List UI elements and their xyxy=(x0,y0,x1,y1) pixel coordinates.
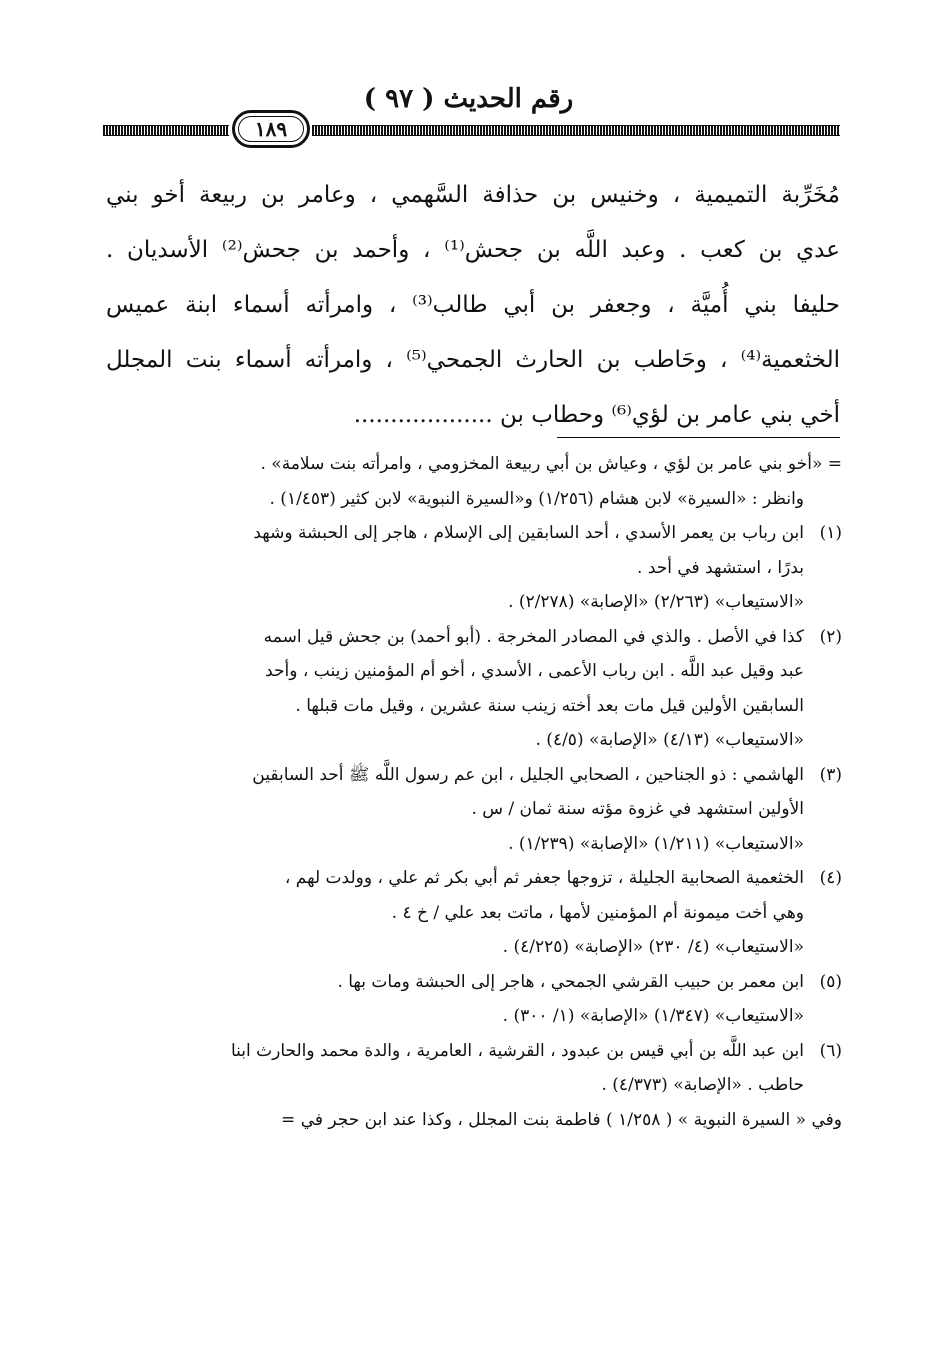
footnote-text: ابن رباب بن يعمر الأسدي ، أحد السابقين إلى الإسلام ، هاجر إلى الحبشة وشهد xyxy=(253,523,804,543)
footnote-text: حاطب . «الإصابة» (٤/٣٧٣) . xyxy=(601,1075,804,1095)
footnote-continuation-line: = «أخو بني عامر بن لؤي ، وعياش بن أبي ربيعة المخزومي ، وامرأته بنت سلامة» . xyxy=(260,454,842,474)
footnote-reference: «الاستيعاب» (٤/ ٢٣٠) «الإصابة» (٤/٢٢٥) . xyxy=(502,937,804,957)
main-text xyxy=(106,168,840,443)
footnote-text: ابن معمر بن حبيب القرشي الجمحي ، هاجر إلى الحبشة ومات بها . xyxy=(337,971,804,992)
footnote-number: (٣) xyxy=(819,764,842,785)
footnote-closing-line: وفي « السيرة النبوية » ( ١/٢٥٨ ) فاطمة بنت المجلل ، وكذا عند ابن حجر في = xyxy=(281,1109,842,1130)
footnote-text: كذا في الأصل . والذي في المصادر المخرجة . (أبو أحمد) بن جحش قيل اسمه xyxy=(263,626,804,647)
footnote-reference: «الاستيعاب» (٤/١٣) «الإصابة» (٤/٥) . xyxy=(535,730,804,750)
footnote-number: (٢) xyxy=(819,626,842,647)
footnote-text: ابن عبد اللَّه بن أبي قيس بن عبدود ، القرشية ، العامرية ، والدة محمد والحارث ابنا xyxy=(230,1040,804,1061)
footnote-number: (٤) xyxy=(819,868,842,888)
body-line: الخثعمية⁽⁴⁾ ، وحَاطب بن الحارث الجمحي⁽⁵⁾ ، وامرأته أسماء بنت المجلل xyxy=(106,347,840,373)
page-number: ١٨٩ xyxy=(254,117,288,141)
body-line: مُخَرِّبة التميمية ، وخنيس بن حذافة السَّهمي ، وعامر بن ربيعة أخو بني xyxy=(106,182,840,208)
body-line-text: أخي بني عامر بن لؤي⁽⁶⁾ وحطاب بن xyxy=(499,402,840,428)
footnote-divider xyxy=(557,437,840,438)
footnote-text: الأولين استشهد في غزوة مؤته سنة ثمان / س . xyxy=(471,799,804,819)
footnote-reference: «الاستيعاب» (١/٢١١) «الإصابة» (١/٢٣٩) . xyxy=(508,833,804,854)
footnote-reference: «الاستيعاب» (٢/٢٦٣) «الإصابة» (٢/٢٧٨) . xyxy=(508,592,804,612)
footnotes xyxy=(104,447,842,1137)
header-rule-left xyxy=(103,125,229,136)
footnote-text: السابقين الأولين قيل مات بعد أخته زينب سنة عشرين ، وقيل مات قبلها . xyxy=(295,695,804,716)
footnote-1 xyxy=(104,516,842,551)
footnote-2 xyxy=(104,620,842,655)
header-rule-right xyxy=(312,125,840,136)
footnote-reference: «الاستيعاب» (١/٣٤٧) «الإصابة» (١/ ٣٠٠) . xyxy=(502,1006,804,1026)
footnote-number: (٥) xyxy=(819,971,842,992)
hadith-number-heading: رقم الحديث ( ٩٧ ) xyxy=(363,84,574,114)
footnote-text: الهاشمي : ذو الجناحين ، الصحابي الجليل ، ابن عم رسول اللَّه ﷺ أحد السابقين xyxy=(252,764,804,785)
footnote-number: (١) xyxy=(819,523,842,543)
page-header-title xyxy=(0,84,937,114)
footnote-text: عبد وقيل عبد اللَّه . ابن رباب الأعمى ، الأسدي ، أخو أم المؤمنين زينب ، وأحد xyxy=(265,661,804,681)
footnote-4 xyxy=(104,861,842,896)
page-number-badge xyxy=(232,110,310,148)
body-line: عدي بن كعب . وعبد اللَّه بن جحش⁽¹⁾ ، وأحمد بن جحش⁽²⁾ الأسديان . xyxy=(106,237,840,263)
footnote-text: وهي أخت ميمونة أم المؤمنين لأمها ، ماتت بعد علي / خ ٤ . xyxy=(391,902,804,923)
footnote-3 xyxy=(104,758,842,793)
trailing-dots: ................... xyxy=(353,402,493,428)
body-line: حليفا بني أُميَّة ، وجعفر بن أبي طالب⁽³⁾ ، وامرأته أسماء ابنة عميس xyxy=(106,292,840,318)
footnote-continuation-line: وانظر : «السيرة» لابن هشام (١/٢٥٦) و«السيرة النبوية» لابن كثير (١/٤٥٣) . xyxy=(269,488,804,509)
footnote-5 xyxy=(104,965,842,1000)
footnote-6 xyxy=(104,1034,842,1069)
footnote-text: بدرًا ، استشهد في أحد . xyxy=(637,557,804,578)
footnote-number: (٦) xyxy=(819,1040,842,1061)
body-line xyxy=(106,388,840,443)
footnote-text: الخثعمية الصحابية الجليلة ، تزوجها جعفر ثم أبي بكر ثم علي ، وولدت لهم ، xyxy=(284,868,804,888)
